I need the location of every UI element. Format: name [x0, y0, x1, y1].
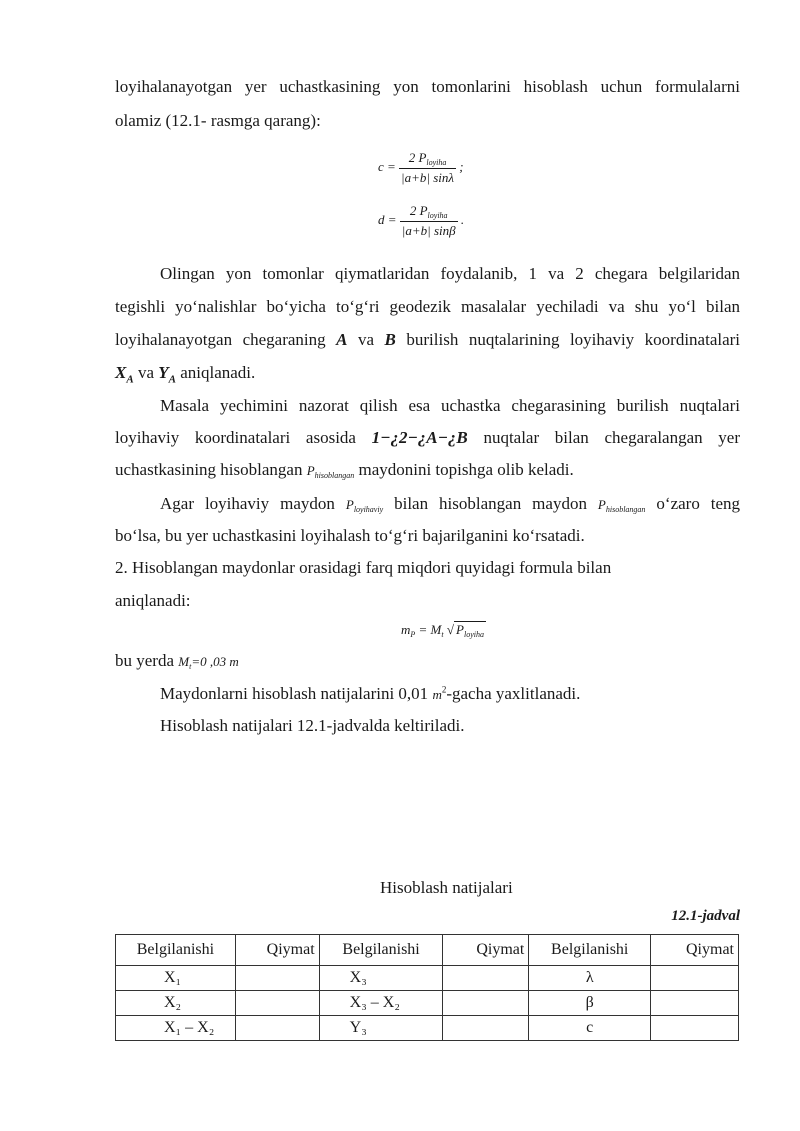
table-cell: X₃ [319, 966, 443, 991]
formula-c-lhs: c = [378, 158, 396, 174]
paragraph-3-end: maydonini topishga olib keladi. [358, 460, 574, 479]
formula-mt-symbol: M [178, 654, 190, 669]
area-p-sub: hisoblangan [314, 471, 355, 480]
paragraph-2-line-4 [115, 363, 255, 385]
paragraph-8: Hisoblash natijalari 12.1-jadvalda keltiriladi. [160, 716, 465, 735]
paragraph-4-text-end: o‘zaro teng [656, 494, 741, 513]
formula-c-numerator-sub: loyiha [426, 158, 447, 167]
area-p-loyihaviy-symbol: P [345, 497, 354, 512]
unit-m-sup: 2 [441, 684, 447, 695]
formula-mp-radicand-sub: loyiha [463, 630, 484, 639]
formula-d [378, 203, 464, 239]
paragraph-4-line-1 [115, 494, 740, 520]
formula-c-end: ; [459, 158, 464, 174]
paragraph-2-line-3 [115, 330, 740, 350]
formula-d-numerator: 2 P [409, 203, 428, 218]
area-p-hisoblangan-sub: hisoblangan [605, 505, 646, 514]
area-p-symbol: P [306, 463, 315, 478]
formula-mp [401, 622, 486, 639]
paragraph-2-end: aniqlanadi. [180, 363, 256, 382]
table-header-cell: Belgilanishi [529, 935, 651, 966]
table-header-cell: Qiymat [651, 935, 739, 966]
coordinate-ya-sub: A [168, 373, 176, 386]
formula-c-fraction [399, 150, 456, 186]
paragraph-4-line-2: bo‘lsa, bu yer uchastkasini loyihalash to‘g‘ri bajarilganini ko‘rsatadi. [115, 526, 585, 545]
formula-d-denominator: |a+b| sinβ [401, 223, 456, 238]
table-row [116, 991, 739, 1016]
paragraph-3-line-3 [115, 460, 574, 480]
paragraph-4-text-mid: bilan hisoblangan maydon [394, 494, 587, 513]
formula-c-denominator: |a+b| sinλ [401, 170, 455, 185]
formula-mp-eq-sub: t [441, 630, 444, 639]
table-cell [235, 991, 319, 1016]
table-header-cell: Qiymat [235, 935, 319, 966]
table-cell [651, 966, 739, 991]
formula-mp-eq: = M [418, 622, 442, 637]
paragraph-5-line-2: aniqlanadi: [115, 591, 191, 610]
formula-d-end: . [460, 211, 465, 227]
formula-mp-radicand [454, 621, 486, 637]
table-cell [443, 1016, 529, 1041]
table-cell: β [529, 991, 651, 1016]
paragraph-2-line-2: tegishli yo‘nalishlar bo‘yicha to‘g‘ri geodezik masalalar yechiladi va shu yo‘l bilan [115, 297, 740, 316]
coordinate-ya: Y [158, 363, 169, 382]
point-b-label: B [384, 330, 396, 349]
paragraph-6-text: bu yerda [115, 651, 175, 670]
paragraph-2-text-end: burilish nuqtalarining loyihaviy koordinatalari [406, 330, 741, 349]
paragraph-2-line-1: Olingan yon tomonlar qiymatlaridan foydalanib, 1 va 2 chegara belgilaridan [160, 264, 740, 283]
paragraph-7-end: -gacha yaxlitlanadi. [446, 684, 581, 703]
paragraph-6 [115, 651, 239, 671]
table-cell: X₁ – X₂ [116, 1016, 236, 1041]
formula-mp-lhs: m [401, 622, 411, 637]
table-cell [235, 1016, 319, 1041]
table-cell: X₁ [116, 966, 236, 991]
formula-c-numerator: 2 P [408, 150, 427, 165]
table-row [116, 1016, 739, 1041]
coordinate-xa-sub: A [126, 373, 134, 386]
formula-d-numerator-sub: loyiha [427, 211, 448, 220]
table-cell [443, 966, 529, 991]
table-cell: λ [529, 966, 651, 991]
paragraph-3-text-end: nuqtalar bilan chegaralangan yer [483, 428, 741, 447]
table-header-cell: Qiymat [443, 935, 529, 966]
conjunction-va: va [357, 330, 375, 349]
point-sequence: 1−¿2−¿A−¿B [371, 428, 468, 447]
formula-mt-sub: t [189, 662, 192, 671]
coordinate-xa: X [115, 363, 127, 382]
results-table [115, 934, 739, 1041]
table-header-row [116, 935, 739, 966]
table-label: 12.1-jadval [671, 908, 740, 924]
table-cell [235, 966, 319, 991]
paragraph-2-text: loyihalanayotgan chegaraning [115, 330, 326, 349]
formula-c [378, 150, 464, 186]
paragraph-7 [160, 684, 580, 704]
paragraph-1-line-1: loyihalanayotgan yer uchastkasining yon tomonlarini hisoblash uchun formulalarni [115, 77, 740, 96]
paragraph-3-line-2 [115, 428, 740, 448]
formula-mt-value: =0 ,03 m [191, 654, 239, 669]
table-title: Hisoblash natijalari [380, 878, 513, 897]
table-cell: c [529, 1016, 651, 1041]
formula-mp-lhs-sub: P [410, 630, 416, 639]
paragraph-3-text-2: uchastkasining hisoblangan [115, 460, 303, 479]
table-cell: X₃ – X₂ [319, 991, 443, 1016]
paragraph-4-text: Agar loyihaviy maydon [160, 494, 335, 513]
table-cell [651, 1016, 739, 1041]
paragraph-3-text: loyihaviy koordinatalari asosida [115, 428, 356, 447]
area-p-loyihaviy-sub: loyihaviy [353, 505, 384, 514]
unit-m-symbol: m [432, 687, 442, 702]
paragraph-3-line-1: Masala yechimini nazorat qilish esa uchastka chegarasining burilish nuqtalari [160, 396, 740, 415]
formula-mp-radicand-p: P [456, 622, 464, 637]
table-row [116, 966, 739, 991]
point-a-label: A [336, 330, 348, 349]
conjunction-va-2: va [137, 363, 154, 382]
table-header-cell: Belgilanishi [319, 935, 443, 966]
formula-d-fraction [400, 203, 458, 239]
paragraph-7-text: Maydonlarni hisoblash natijalarini 0,01 [160, 684, 429, 703]
paragraph-5-line-1: 2. Hisoblangan maydonlar orasidagi farq miqdori quyidagi formula bilan [115, 558, 612, 577]
area-p-hisoblangan-symbol: P [597, 497, 606, 512]
table-cell [651, 991, 739, 1016]
table-header-cell: Belgilanishi [116, 935, 236, 966]
sqrt-icon: √ [446, 622, 455, 637]
table-cell [443, 991, 529, 1016]
table-cell: X₂ [116, 991, 236, 1016]
formula-d-lhs: d = [378, 211, 397, 227]
paragraph-1-line-2: olamiz (12.1- rasmga qarang): [115, 111, 321, 130]
table-cell: Y₃ [319, 1016, 443, 1041]
